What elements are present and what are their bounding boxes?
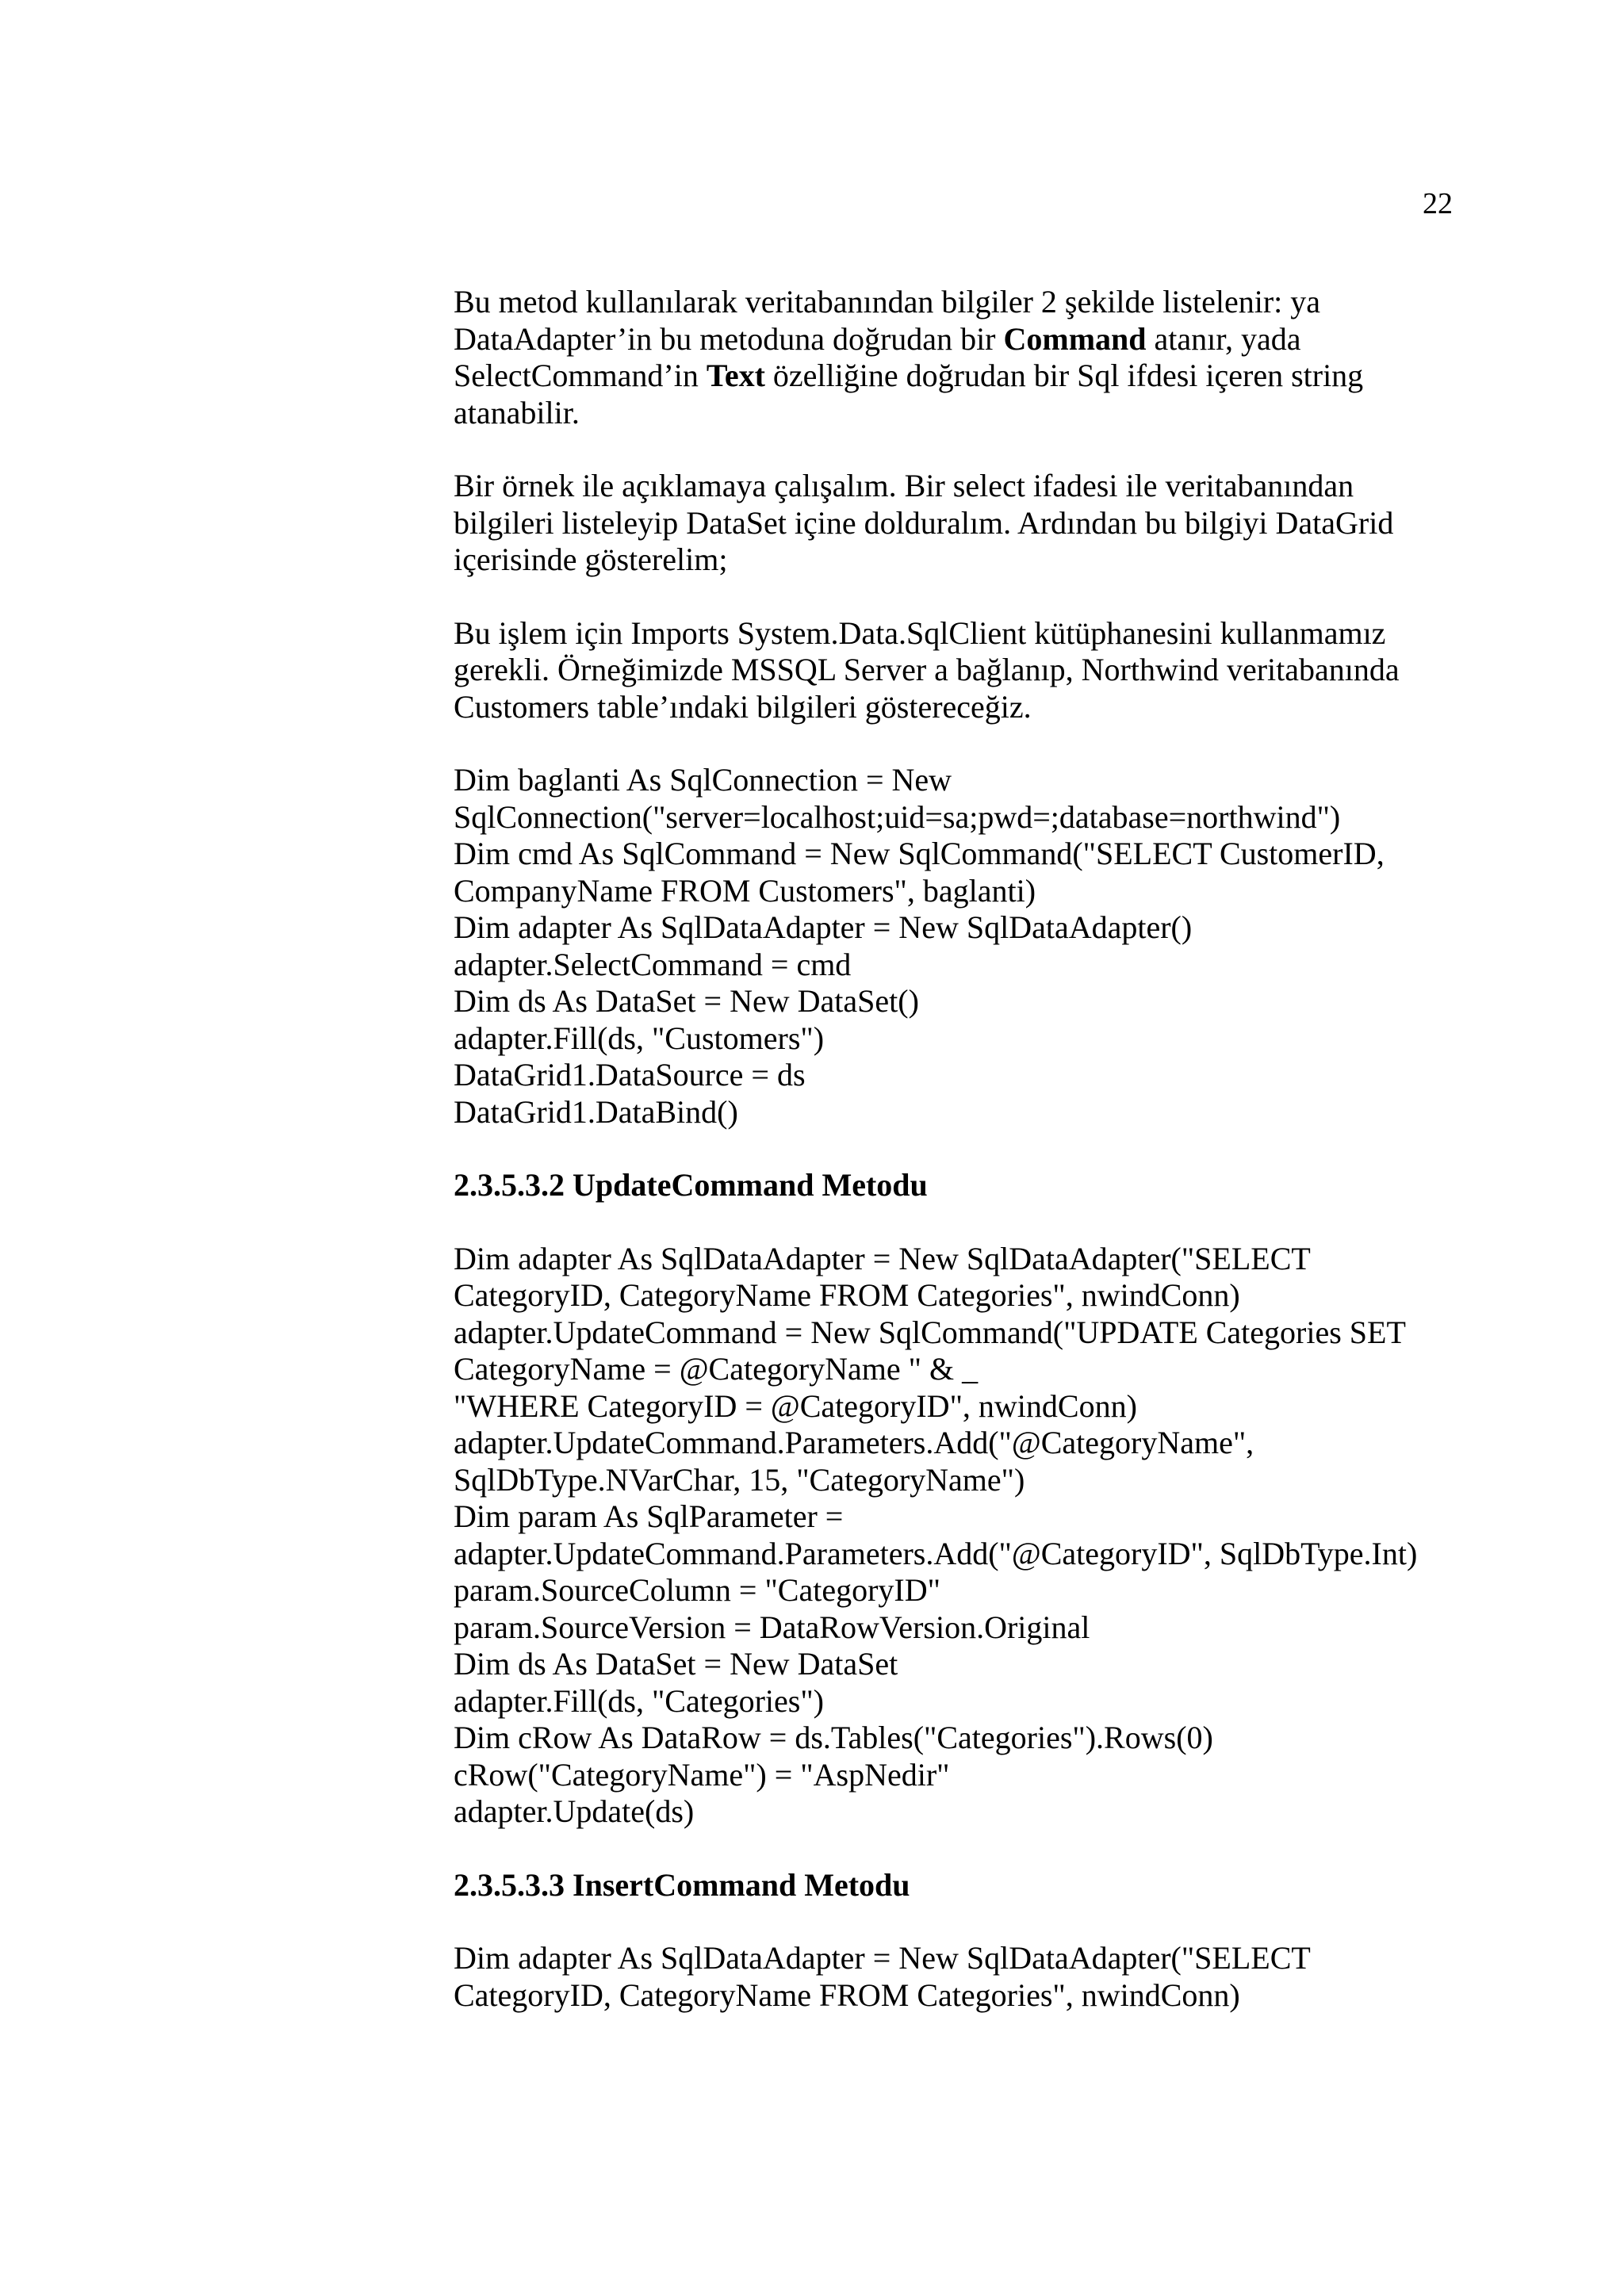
text-line: içerisinde gösterelim; <box>454 541 728 577</box>
code-line: Dim adapter As SqlDataAdapter = New SqlDataAdapter("SELECT <box>454 1940 1311 1976</box>
code-line: adapter.Update(ds) <box>454 1793 695 1829</box>
code-line: adapter.UpdateCommand.Parameters.Add("@CategoryName", <box>454 1425 1254 1460</box>
code-line: CompanyName FROM Customers", baglanti) <box>454 872 1036 909</box>
code-line: Dim baglanti As SqlConnection = New <box>454 762 952 798</box>
code-line: CategoryID, CategoryName FROM Categories", nwindConn) <box>454 1277 1240 1313</box>
text-line <box>454 321 1453 358</box>
code-line: DataGrid1.DataBind() <box>454 1093 738 1130</box>
code-line: Dim ds As DataSet = New DataSet <box>454 1646 898 1682</box>
code-line: Dim adapter As SqlDataAdapter = New SqlDataAdapter("SELECT <box>454 1240 1311 1276</box>
code-line: Dim ds As DataSet = New DataSet() <box>454 983 919 1019</box>
text-line: atanabilir. <box>454 394 580 430</box>
code-line: param.SourceColumn = "CategoryID" <box>454 1572 940 1608</box>
text-run: atanır, yada <box>1146 320 1301 357</box>
code-line: DataGrid1.DataSource = ds <box>454 1057 806 1093</box>
code-line: adapter.UpdateCommand.Parameters.Add("@CategoryID", SqlDbType.Int) <box>454 1535 1418 1571</box>
code-line: CategoryID, CategoryName FROM Categories", nwindConn) <box>454 1976 1240 2013</box>
text-line <box>454 358 1453 395</box>
code-block-update <box>454 1241 1453 1831</box>
section-heading-update-command: 2.3.5.3.2 UpdateCommand Metodu <box>454 1167 928 1203</box>
intro-paragraph-3 <box>454 615 1453 726</box>
code-line: SqlConnection("server=localhost;uid=sa;pwd=;database=northwind") <box>454 798 1341 835</box>
bold-term-command: Command <box>1003 320 1147 357</box>
code-line: adapter.Fill(ds, "Customers") <box>454 1020 825 1056</box>
intro-paragraph-2 <box>454 468 1453 579</box>
code-line: "WHERE CategoryID = @CategoryID", nwindConn) <box>454 1387 1137 1424</box>
text-line: Bu işlem için Imports System.Data.SqlClient kütüphanesini kullanmamız <box>454 614 1386 651</box>
code-line: param.SourceVersion = DataRowVersion.Original <box>454 1609 1090 1645</box>
code-line: Dim adapter As SqlDataAdapter = New SqlDataAdapter() <box>454 909 1193 945</box>
code-line: Dim param As SqlParameter = <box>454 1498 844 1534</box>
code-line: cRow("CategoryName") = "AspNedir" <box>454 1756 950 1793</box>
code-line: Dim cRow As DataRow = ds.Tables("Categories").Rows(0) <box>454 1720 1213 1755</box>
code-line: adapter.UpdateCommand = New SqlCommand("UPDATE Categories SET <box>454 1314 1406 1350</box>
text-line: Bir örnek ile açıklamaya çalışalım. Bir select ifadesi ile veritabanından <box>454 468 1354 503</box>
text-line: bilgileri listeleyip DataSet içine dolduralım. Ardından bu bilgiyi DataGrid <box>454 504 1394 541</box>
text-run: SelectCommand’in <box>454 358 707 393</box>
page-number: 22 <box>1423 187 1453 220</box>
code-line: Dim cmd As SqlCommand = New SqlCommand("SELECT CustomerID, <box>454 836 1385 871</box>
code-line: adapter.SelectCommand = cmd <box>454 946 852 982</box>
intro-paragraph-1 <box>454 284 1453 431</box>
section-heading-insert-command: 2.3.5.3.3 InsertCommand Metodu <box>454 1866 910 1903</box>
code-line: SqlDbType.NVarChar, 15, "CategoryName") <box>454 1461 1025 1498</box>
text-line: Bu metod kullanılarak veritabanından bilgiler 2 şekilde listelenir: ya <box>454 284 1321 320</box>
text-line: gerekli. Örneğimizde MSSQL Server a bağlanıp, Northwind veritabanında <box>454 652 1400 687</box>
code-line: CategoryName = @CategoryName " & _ <box>454 1351 979 1387</box>
document-body <box>454 284 1453 2050</box>
code-block-select <box>454 762 1453 1131</box>
text-run: özelliğine doğrudan bir Sql ifdesi içeren string <box>764 358 1364 393</box>
text-line: Customers table’ındaki bilgileri göstereceğiz. <box>454 688 1032 725</box>
code-line: adapter.Fill(ds, "Categories") <box>454 1682 824 1719</box>
code-block-insert <box>454 1940 1453 2014</box>
text-run: DataAdapter’in bu metoduna doğrudan bir <box>454 320 1004 357</box>
bold-term-text: Text <box>706 358 765 393</box>
